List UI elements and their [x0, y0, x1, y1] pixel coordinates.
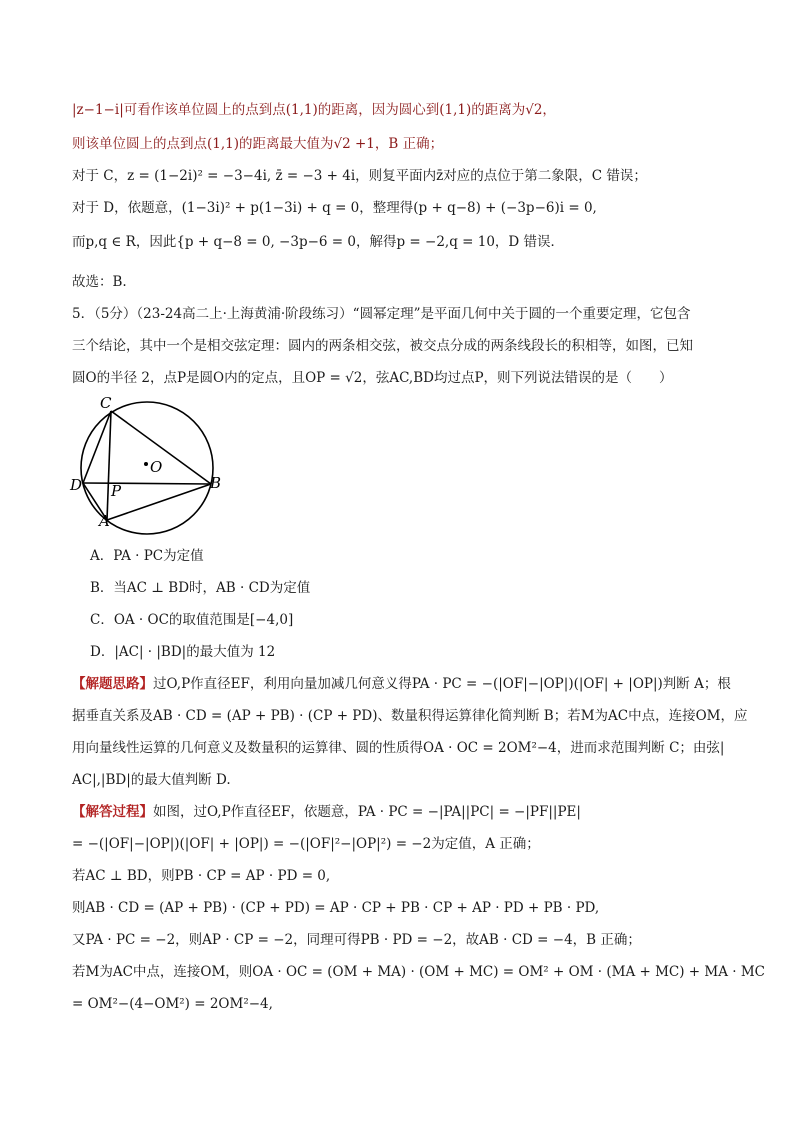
center-dot — [144, 462, 148, 466]
solution-line-5: 而p,q ∈ R，因此{p + q−8 = 0, −3p−6 = 0，解得p = −2,q = 10，D 错误． — [72, 234, 565, 250]
circle-figure — [66, 392, 236, 542]
option-d: D．|AC| · |BD|的最大值为 12 — [90, 644, 276, 660]
solution-line-1: |z−1−i|可看作该单位圆上的点到点(1,1)的距离，因为圆心到(1,1)的距离为√2， — [72, 102, 556, 118]
label-o: O — [150, 458, 163, 476]
question-line-3: 圆O的半径 2，点P是圆O内的定点，且OP = √2，弦AC,BD均过点P，则下列说法错误的是（ ） — [72, 370, 673, 386]
idea-text-1: 过O,P作直径EF，利用向量加减几何意义得PA · PC = −(|OF|−|OP|)(|OF| + |OP|)判断 A；根 — [153, 676, 731, 692]
solution-line-4: 对于 D，依题意，(1−3i)² + p(1−3i) + q = 0，整理得(p + q−8) + (−3p−6)i = 0, — [72, 200, 597, 216]
label-a: A — [99, 512, 110, 530]
label-p: P — [111, 482, 122, 500]
solution-line-2: 则该单位圆上的点到点(1,1)的距离最大值为√2 +1，B 正确； — [72, 136, 444, 152]
label-b: B — [210, 474, 222, 492]
chord-dc — [83, 411, 111, 483]
process-text-1: 如图，过O,P作直径EF，依题意，PA · PC = −|PA||PC| = −|PF||PE| — [153, 804, 581, 820]
question-line-1: 5．（5分）（23-24高二上·上海黄浦·阶段练习）“圆幂定理”是平面几何中关于圆的一个重要定理，它包含 — [72, 306, 691, 322]
chord-db — [83, 483, 211, 484]
option-b: B．当AC ⊥ BD时，AB · CD为定值 — [90, 580, 311, 596]
label-c: C — [100, 394, 112, 412]
chord-ab — [107, 484, 211, 520]
process-line-6: 若M为AC中点，连接OM，则OA · OC = (OM + MA) · (OM + MC) = OM² + OM · (MA + MC) + MA · MC — [72, 964, 766, 980]
chord-ca — [107, 411, 111, 520]
idea-line-3: 用向量线性运算的几何意义及数量积的运算律、圆的性质得OA · OC = 2OM²−4，进而求范围判断 C；由弦| — [72, 740, 725, 756]
process-line-1 — [72, 802, 581, 822]
process-line-3: 若AC ⊥ BD，则PB · CP = AP · PD = 0, — [72, 868, 331, 884]
idea-line-1 — [72, 674, 731, 694]
option-c: C．OA · OC的取值范围是[−4,0] — [90, 612, 294, 628]
process-tag: 【解答过程】 — [72, 804, 153, 820]
option-a: A．PA · PC为定值 — [90, 548, 204, 564]
answer-line: 故选：B. — [72, 274, 127, 290]
process-line-2: = −(|OF|−|OP|)(|OF| + |OP|) = −(|OF|²−|OP|²) = −2为定值，A 正确； — [72, 836, 540, 852]
process-line-5: 又PA · PC = −2，则AP · CP = −2，同理可得PB · PD = −2，故AB · CD = −4，B 正确； — [72, 932, 641, 948]
process-line-4: 则AB · CD = (AP + PB) · (CP + PD) = AP · CP + PB · CP + AP · PD + PB · PD, — [72, 900, 600, 916]
label-d: D — [70, 476, 83, 494]
idea-line-4: AC|,|BD|的最大值判断 D. — [72, 772, 231, 788]
question-line-2: 三个结论，其中一个是相交弦定理：圆内的两条相交弦，被交点分成的两条线段长的积相等，如图，已知 — [72, 338, 693, 354]
solution-line-3: 对于 C，z = (1−2i)² = −3−4i, z̄ = −3 + 4i，则复平面内z̄对应的点位于第二象限，C 错误； — [72, 168, 647, 184]
process-line-7: = OM²−(4−OM²) = 2OM²−4, — [72, 996, 273, 1012]
idea-tag: 【解题思路】 — [72, 676, 153, 692]
idea-line-2: 据垂直关系及AB · CD = (AP + PB) · (CP + PD)、数量积得运算律化简判断 B；若M为AC中点，连接OM，应 — [72, 708, 748, 724]
